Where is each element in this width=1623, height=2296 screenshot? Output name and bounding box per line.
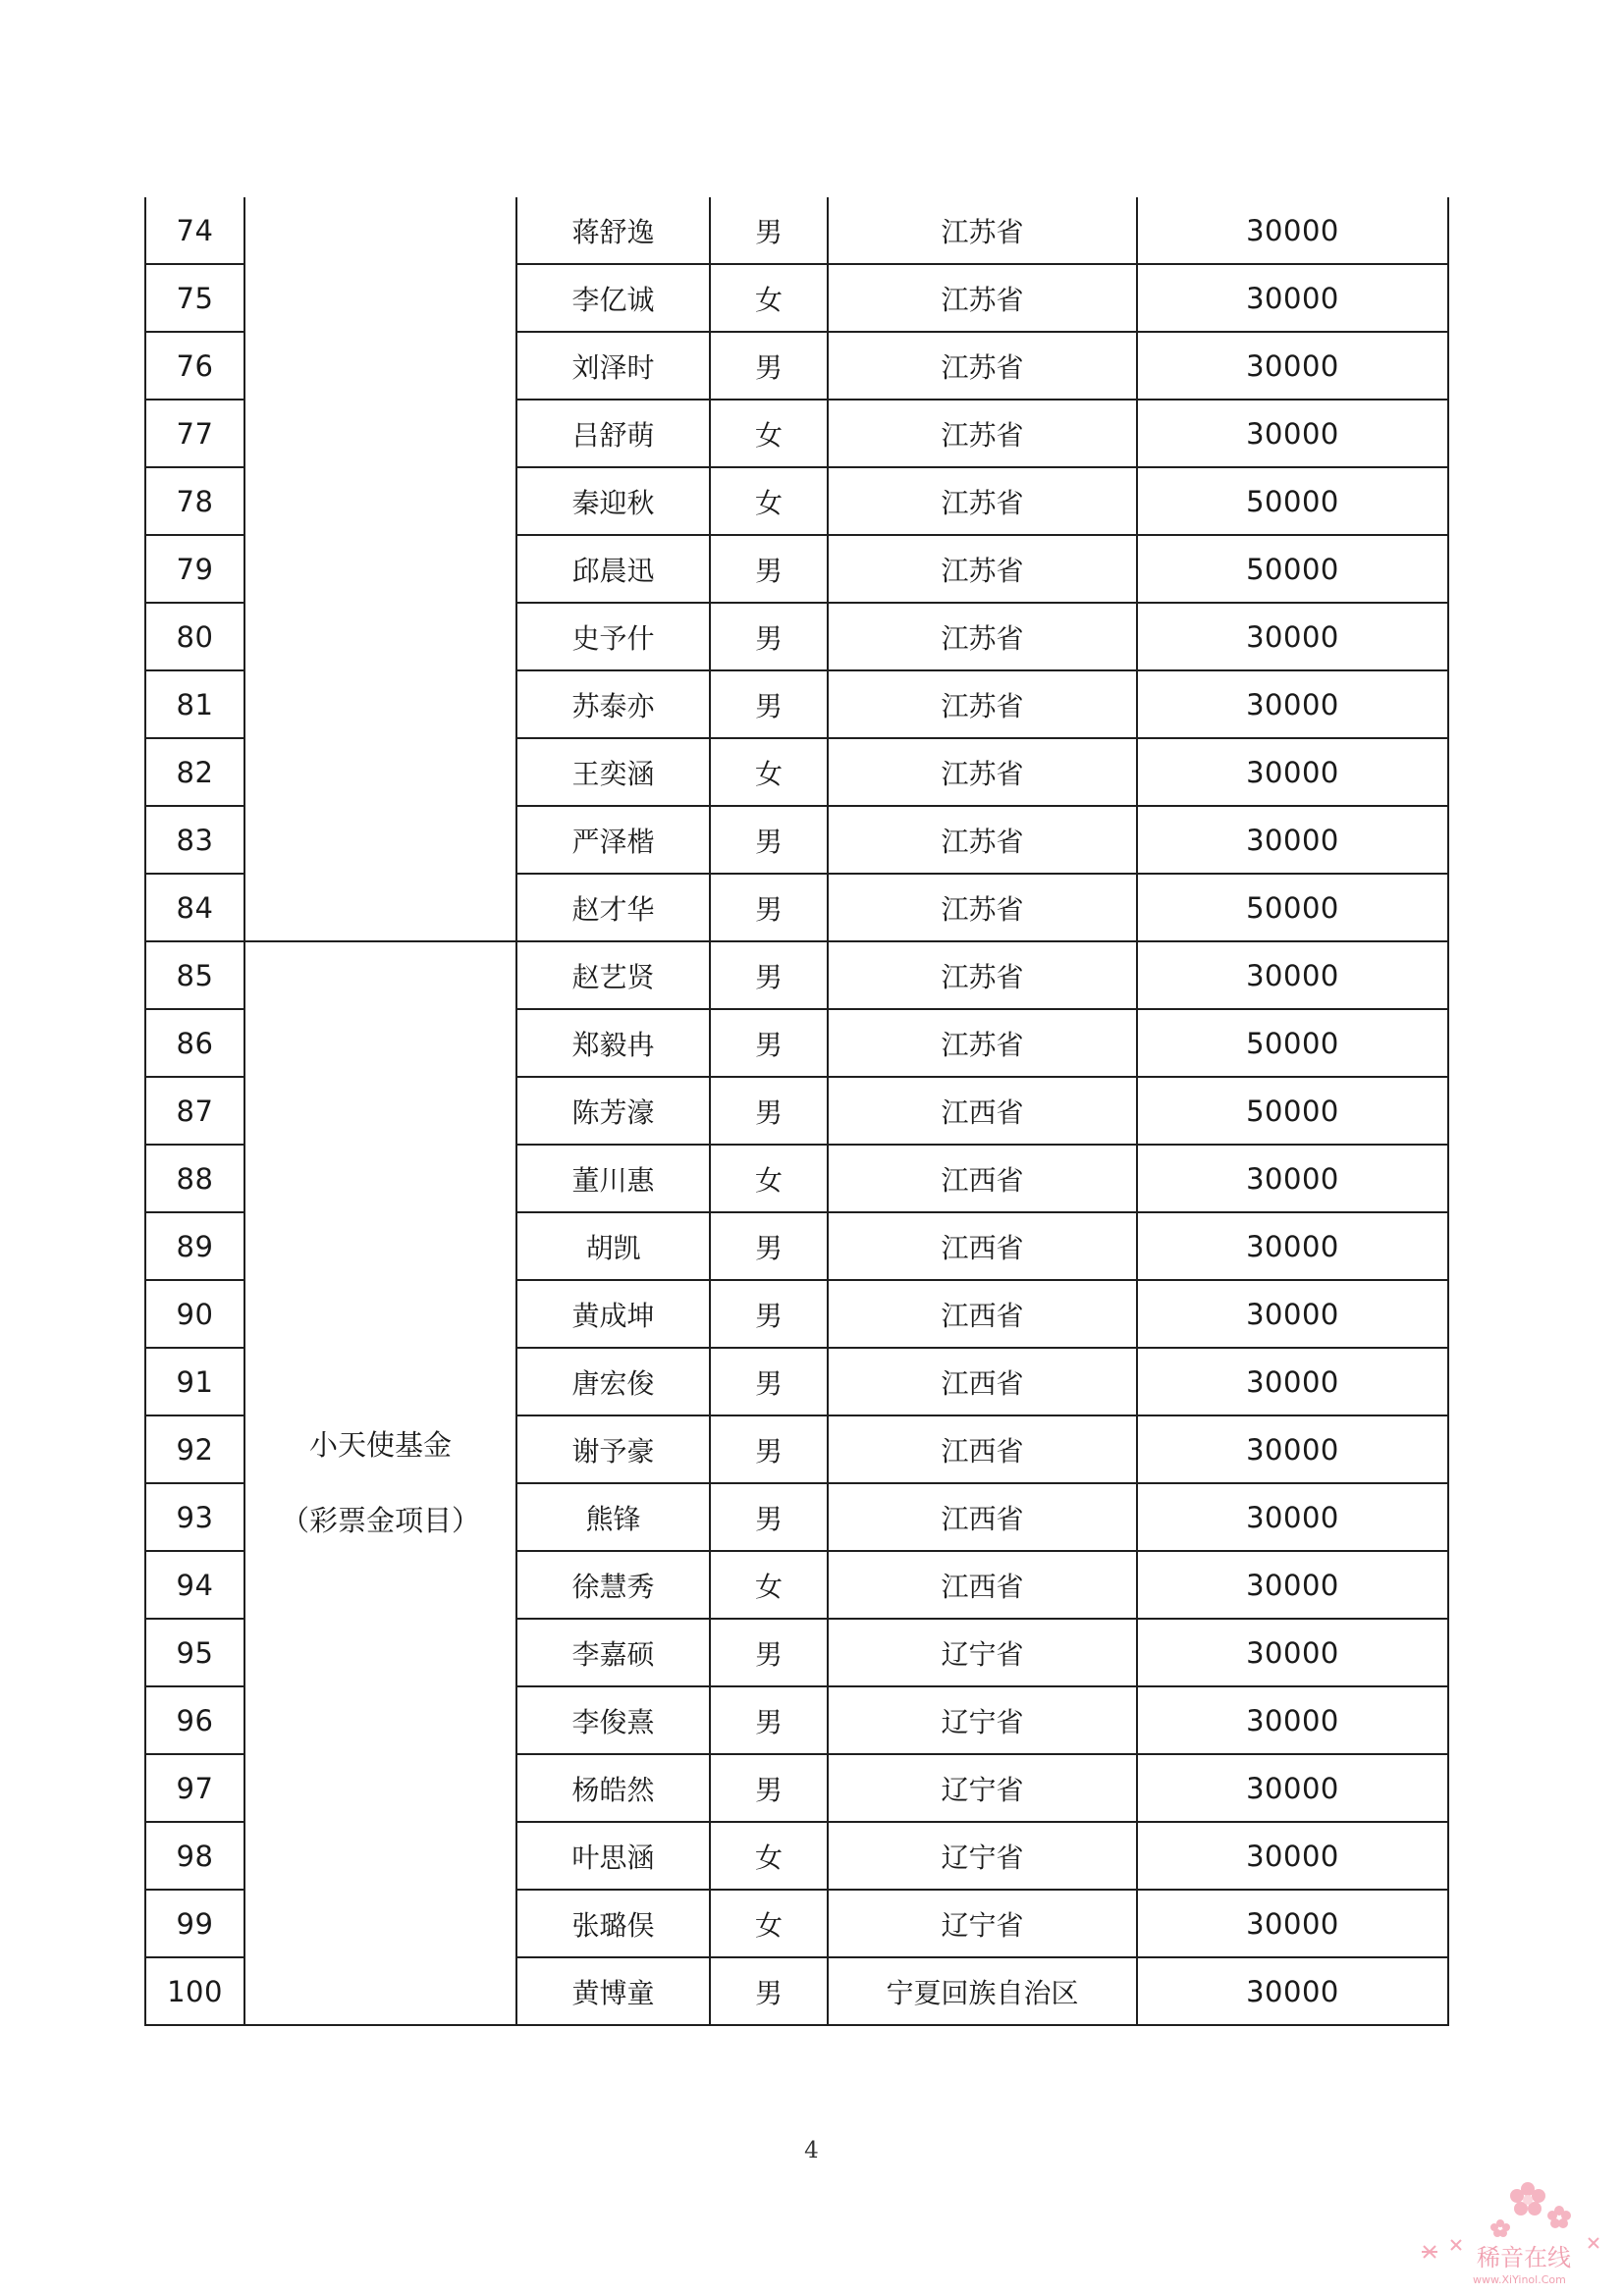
row-number: 80 bbox=[145, 603, 244, 670]
recipient-gender: 男 bbox=[710, 1077, 828, 1145]
row-number: 100 bbox=[145, 1957, 244, 2025]
row-number: 90 bbox=[145, 1280, 244, 1348]
recipient-name: 张璐俣 bbox=[516, 1890, 710, 1957]
recipient-province: 辽宁省 bbox=[828, 1686, 1137, 1754]
recipient-gender: 男 bbox=[710, 941, 828, 1009]
row-number: 76 bbox=[145, 332, 244, 400]
row-number: 91 bbox=[145, 1348, 244, 1415]
grant-amount: 30000 bbox=[1137, 1686, 1448, 1754]
recipient-name: 赵艺贤 bbox=[516, 941, 710, 1009]
grant-amount: 50000 bbox=[1137, 1077, 1448, 1145]
recipient-province: 江西省 bbox=[828, 1551, 1137, 1619]
recipient-name: 史予什 bbox=[516, 603, 710, 670]
recipient-gender: 女 bbox=[710, 1145, 828, 1212]
row-number: 87 bbox=[145, 1077, 244, 1145]
recipient-gender: 男 bbox=[710, 874, 828, 941]
row-number: 93 bbox=[145, 1483, 244, 1551]
grant-amount: 30000 bbox=[1137, 1822, 1448, 1890]
row-number: 83 bbox=[145, 806, 244, 874]
recipient-gender: 男 bbox=[710, 670, 828, 738]
table-body bbox=[145, 197, 1448, 2025]
grant-amount: 30000 bbox=[1137, 806, 1448, 874]
fund-cell-group-2 bbox=[244, 941, 516, 2025]
recipient-province: 江苏省 bbox=[828, 670, 1137, 738]
recipient-province: 江苏省 bbox=[828, 1009, 1137, 1077]
recipient-name: 陈芳濠 bbox=[516, 1077, 710, 1145]
recipient-gender: 男 bbox=[710, 1619, 828, 1686]
recipient-province: 辽宁省 bbox=[828, 1754, 1137, 1822]
row-number: 79 bbox=[145, 535, 244, 603]
grant-amount: 30000 bbox=[1137, 603, 1448, 670]
row-number: 78 bbox=[145, 467, 244, 535]
recipient-gender: 男 bbox=[710, 1957, 828, 2025]
row-number: 75 bbox=[145, 264, 244, 332]
recipient-gender: 男 bbox=[710, 1009, 828, 1077]
recipient-name: 王奕涵 bbox=[516, 738, 710, 806]
grant-amount: 30000 bbox=[1137, 1280, 1448, 1348]
recipient-gender: 男 bbox=[710, 1348, 828, 1415]
grant-amount: 30000 bbox=[1137, 1145, 1448, 1212]
recipient-gender: 男 bbox=[710, 1483, 828, 1551]
grant-amount: 30000 bbox=[1137, 670, 1448, 738]
recipient-province: 江西省 bbox=[828, 1483, 1137, 1551]
recipient-gender: 男 bbox=[710, 1754, 828, 1822]
fund-name: 小天使基金 bbox=[308, 1427, 452, 1462]
recipient-name: 徐慧秀 bbox=[516, 1551, 710, 1619]
site-watermark bbox=[1412, 2169, 1608, 2292]
page-number: 4 bbox=[804, 2138, 819, 2163]
row-number: 96 bbox=[145, 1686, 244, 1754]
recipient-name: 李嘉硕 bbox=[516, 1619, 710, 1686]
recipient-name: 赵才华 bbox=[516, 874, 710, 941]
row-number: 97 bbox=[145, 1754, 244, 1822]
row-number: 74 bbox=[145, 197, 244, 264]
grant-amount: 50000 bbox=[1137, 467, 1448, 535]
row-number: 94 bbox=[145, 1551, 244, 1619]
row-number: 99 bbox=[145, 1890, 244, 1957]
recipient-name: 杨皓然 bbox=[516, 1754, 710, 1822]
recipient-gender: 男 bbox=[710, 1415, 828, 1483]
recipient-gender: 女 bbox=[710, 738, 828, 806]
recipient-name: 吕舒萌 bbox=[516, 400, 710, 467]
recipient-province: 江苏省 bbox=[828, 467, 1137, 535]
recipient-name: 黄成坤 bbox=[516, 1280, 710, 1348]
recipient-province: 辽宁省 bbox=[828, 1822, 1137, 1890]
recipient-province: 江苏省 bbox=[828, 738, 1137, 806]
grant-amount: 30000 bbox=[1137, 1348, 1448, 1415]
fund-cell-group-1 bbox=[244, 197, 516, 941]
recipient-name: 严泽楷 bbox=[516, 806, 710, 874]
recipient-name: 郑毅冉 bbox=[516, 1009, 710, 1077]
grant-amount: 30000 bbox=[1137, 941, 1448, 1009]
recipient-table bbox=[144, 197, 1449, 2026]
table-row bbox=[145, 197, 1448, 264]
recipient-name: 叶思涵 bbox=[516, 1822, 710, 1890]
grant-amount: 30000 bbox=[1137, 738, 1448, 806]
recipient-province: 江苏省 bbox=[828, 535, 1137, 603]
row-number: 88 bbox=[145, 1145, 244, 1212]
recipient-name: 李亿诚 bbox=[516, 264, 710, 332]
recipient-gender: 男 bbox=[710, 1686, 828, 1754]
recipient-province: 辽宁省 bbox=[828, 1890, 1137, 1957]
recipient-gender: 女 bbox=[710, 467, 828, 535]
recipient-gender: 男 bbox=[710, 1212, 828, 1280]
recipient-gender: 女 bbox=[710, 400, 828, 467]
recipient-province: 江苏省 bbox=[828, 400, 1137, 467]
recipient-name: 秦迎秋 bbox=[516, 467, 710, 535]
recipient-name: 邱晨迅 bbox=[516, 535, 710, 603]
row-number: 85 bbox=[145, 941, 244, 1009]
recipient-province: 江苏省 bbox=[828, 332, 1137, 400]
recipient-province: 江苏省 bbox=[828, 941, 1137, 1009]
blossom-icon bbox=[1490, 2182, 1571, 2237]
recipient-province: 江西省 bbox=[828, 1212, 1137, 1280]
recipient-province: 江西省 bbox=[828, 1415, 1137, 1483]
watermark-text: 稀音在线 bbox=[1477, 2244, 1571, 2271]
recipient-gender: 男 bbox=[710, 332, 828, 400]
recipient-gender: 女 bbox=[710, 1822, 828, 1890]
recipient-province: 辽宁省 bbox=[828, 1619, 1137, 1686]
recipient-gender: 男 bbox=[710, 603, 828, 670]
fund-project: （彩票金项目） bbox=[280, 1504, 480, 1537]
recipient-name: 谢予豪 bbox=[516, 1415, 710, 1483]
row-number: 81 bbox=[145, 670, 244, 738]
row-number: 89 bbox=[145, 1212, 244, 1280]
recipient-province: 江西省 bbox=[828, 1280, 1137, 1348]
recipient-gender: 男 bbox=[710, 535, 828, 603]
grant-amount: 30000 bbox=[1137, 400, 1448, 467]
grant-amount: 50000 bbox=[1137, 535, 1448, 603]
recipient-gender: 女 bbox=[710, 264, 828, 332]
grant-amount: 50000 bbox=[1137, 874, 1448, 941]
row-number: 82 bbox=[145, 738, 244, 806]
recipient-province: 江苏省 bbox=[828, 197, 1137, 264]
grant-amount: 30000 bbox=[1137, 1212, 1448, 1280]
grant-amount: 30000 bbox=[1137, 1619, 1448, 1686]
recipient-province: 宁夏回族自治区 bbox=[828, 1957, 1137, 2025]
recipient-name: 苏泰亦 bbox=[516, 670, 710, 738]
row-number: 86 bbox=[145, 1009, 244, 1077]
recipient-name: 熊锋 bbox=[516, 1483, 710, 1551]
recipient-gender: 男 bbox=[710, 806, 828, 874]
recipient-name: 蒋舒逸 bbox=[516, 197, 710, 264]
recipient-gender: 女 bbox=[710, 1890, 828, 1957]
row-number: 77 bbox=[145, 400, 244, 467]
watermark-subtext: www.XiYinol.Com bbox=[1473, 2273, 1566, 2286]
row-number: 84 bbox=[145, 874, 244, 941]
recipient-gender: 男 bbox=[710, 1280, 828, 1348]
recipient-name: 唐宏俊 bbox=[516, 1348, 710, 1415]
grant-amount: 30000 bbox=[1137, 1483, 1448, 1551]
recipient-province: 江西省 bbox=[828, 1348, 1137, 1415]
grant-amount: 30000 bbox=[1137, 332, 1448, 400]
row-number: 95 bbox=[145, 1619, 244, 1686]
recipient-name: 董川惠 bbox=[516, 1145, 710, 1212]
row-number: 92 bbox=[145, 1415, 244, 1483]
recipient-province: 江苏省 bbox=[828, 806, 1137, 874]
row-number: 98 bbox=[145, 1822, 244, 1890]
grant-amount: 30000 bbox=[1137, 1957, 1448, 2025]
recipient-province: 江苏省 bbox=[828, 603, 1137, 670]
recipient-name: 黄博童 bbox=[516, 1957, 710, 2025]
recipient-province: 江苏省 bbox=[828, 264, 1137, 332]
recipient-province: 江西省 bbox=[828, 1145, 1137, 1212]
table-row bbox=[145, 941, 1448, 1009]
grant-amount: 50000 bbox=[1137, 1009, 1448, 1077]
recipient-gender: 女 bbox=[710, 1551, 828, 1619]
recipient-name: 刘泽时 bbox=[516, 332, 710, 400]
recipient-province: 江西省 bbox=[828, 1077, 1137, 1145]
recipient-gender: 男 bbox=[710, 197, 828, 264]
recipient-name: 李俊熹 bbox=[516, 1686, 710, 1754]
recipient-province: 江苏省 bbox=[828, 874, 1137, 941]
grant-amount: 30000 bbox=[1137, 1415, 1448, 1483]
recipient-name: 胡凯 bbox=[516, 1212, 710, 1280]
grant-amount: 30000 bbox=[1137, 1551, 1448, 1619]
grant-amount: 30000 bbox=[1137, 197, 1448, 264]
grant-amount: 30000 bbox=[1137, 1890, 1448, 1957]
grant-amount: 30000 bbox=[1137, 264, 1448, 332]
grant-amount: 30000 bbox=[1137, 1754, 1448, 1822]
